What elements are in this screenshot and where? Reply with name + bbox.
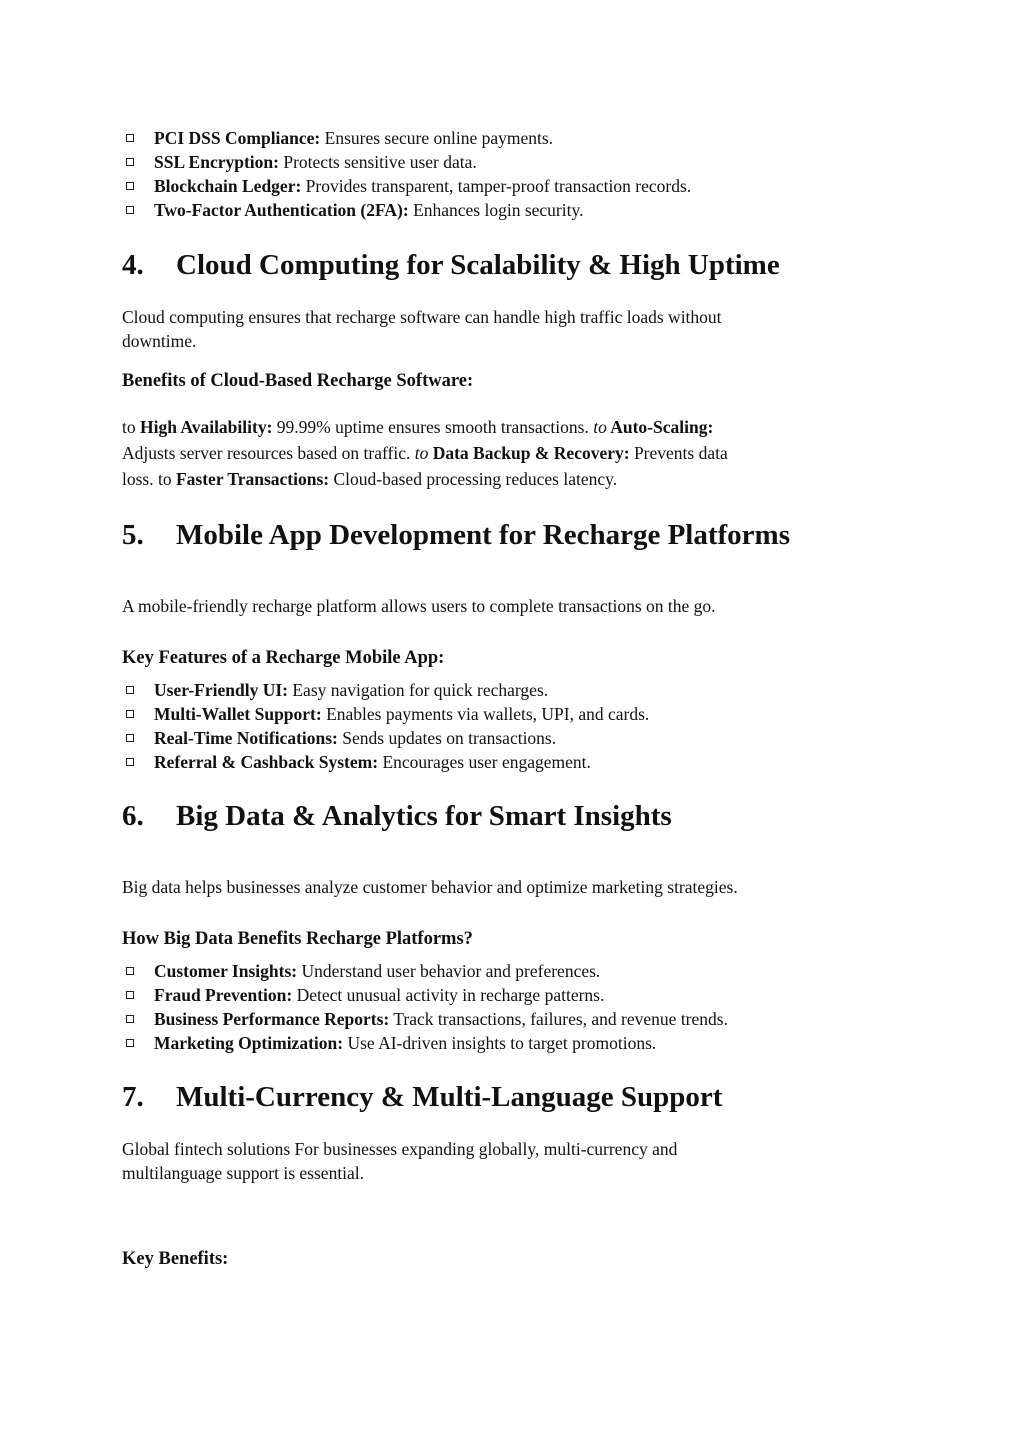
checkbox-bullet-icon [126,710,134,718]
benefit-text: 99.99% uptime ensures smooth transactions. [272,417,594,437]
benefit-label: Data Backup & Recovery: [428,443,630,463]
benefit-text: loss. [122,469,158,489]
item-label: SSL Encryption: [154,152,279,172]
list-item [122,678,882,702]
item-label: Real-Time Notifications: [154,728,338,748]
benefit-text: Adjusts server resources based on traffic. [122,443,415,463]
list-item [122,702,882,726]
section-6-intro: Big data helps businesses analyze customer behavior and optimize marketing strategies. [122,877,738,897]
bullet-marker: to [414,443,429,463]
item-text: Track transactions, failures, and revenue trends. [389,1009,728,1029]
list-item [122,1031,882,1055]
list-item [122,983,882,1007]
section-4-intro [122,305,882,353]
section-5-intro: A mobile-friendly recharge platform allows users to complete transactions on the go. [122,596,716,616]
section-7-heading [122,1079,882,1115]
benefits-line [122,414,882,440]
checkbox-bullet-icon [126,158,134,166]
section-number: 7. [122,1081,144,1113]
item-label: Business Performance Reports: [154,1009,390,1029]
checkbox-bullet-icon [126,182,134,190]
item-text: Detect unusual activity in recharge patterns. [292,985,605,1005]
item-label: Multi-Wallet Support: [154,704,322,724]
bullet-marker: to [593,417,607,437]
intro-line: multilanguage support is essential. [122,1163,365,1183]
section-title: Cloud Computing for Scalability & High Uptime [176,249,780,281]
benefit-label: Faster Transactions: [175,469,330,489]
list-item [122,198,882,222]
checkbox-bullet-icon [126,1015,134,1023]
item-label: Fraud Prevention: [154,985,293,1005]
security-features-list [122,126,882,222]
checkbox-bullet-icon [126,967,134,975]
checkbox-bullet-icon [126,991,134,999]
section-6-benefit-list [122,959,882,1055]
checkbox-bullet-icon [126,686,134,694]
benefits-line [122,466,882,492]
item-label: Two-Factor Authentication (2FA): [154,200,409,220]
item-label: PCI DSS Compliance: [154,128,321,148]
section-5-feature-list [122,678,882,774]
section-4-subheading: Benefits of Cloud-Based Recharge Software: [122,371,474,391]
bullet-marker: to [122,417,140,437]
benefit-label: High Availability: [140,417,273,437]
list-item [122,174,882,198]
intro-line: Cloud computing ensures that recharge software can handle high traffic loads without [122,307,722,327]
list-item [122,959,882,983]
list-item [122,1007,882,1031]
section-number: 5. [122,519,144,551]
section-title: Big Data & Analytics for Smart Insights [176,800,672,832]
item-label: User-Friendly UI: [154,680,288,700]
item-text: Use AI-driven insights to target promotions. [343,1033,657,1053]
checkbox-bullet-icon [126,758,134,766]
item-text: Easy navigation for quick recharges. [287,680,549,700]
benefit-text: Cloud-based processing reduces latency. [329,469,618,489]
checkbox-bullet-icon [126,734,134,742]
checkbox-bullet-icon [126,134,134,142]
list-item [122,750,882,774]
section-number: 6. [122,800,144,832]
item-label: Referral & Cashback System: [154,752,379,772]
section-title: Mobile App Development for Recharge Platforms [176,519,790,551]
list-item [122,150,882,174]
section-6-heading [122,798,882,834]
item-text: Understand user behavior and preferences. [297,961,601,981]
benefit-text: Prevents data [629,443,728,463]
section-title: Multi-Currency & Multi-Language Support [176,1081,723,1113]
item-text: Enhances login security. [408,200,584,220]
checkbox-bullet-icon [126,1039,134,1047]
bullet-marker: to [157,469,176,489]
item-text: Provides transparent, tamper-proof transaction records. [301,176,692,196]
section-5-subheading: Key Features of a Recharge Mobile App: [122,648,445,668]
benefits-line [122,440,882,466]
list-item [122,126,882,150]
section-6-subheading: How Big Data Benefits Recharge Platforms? [122,929,473,949]
checkbox-bullet-icon [126,206,134,214]
section-7-intro [122,1137,882,1185]
section-4-heading [122,247,882,283]
section-4-benefits-paragraph [122,414,882,492]
intro-line: Global fintech solutions For businesses expanding globally, multi-currency and [122,1139,678,1159]
item-text: Protects sensitive user data. [278,152,477,172]
item-text: Sends updates on transactions. [337,728,557,748]
item-text: Encourages user engagement. [378,752,591,772]
intro-line: downtime. [122,331,197,351]
benefit-label: Auto-Scaling: [606,417,714,437]
item-text: Ensures secure online payments. [320,128,554,148]
item-label: Customer Insights: [154,961,298,981]
list-item [122,726,882,750]
section-number: 4. [122,249,144,281]
item-label: Blockchain Ledger: [154,176,302,196]
section-7-subheading: Key Benefits: [122,1249,229,1269]
item-label: Marketing Optimization: [154,1033,344,1053]
item-text: Enables payments via wallets, UPI, and cards. [321,704,650,724]
section-5-heading [122,517,882,553]
